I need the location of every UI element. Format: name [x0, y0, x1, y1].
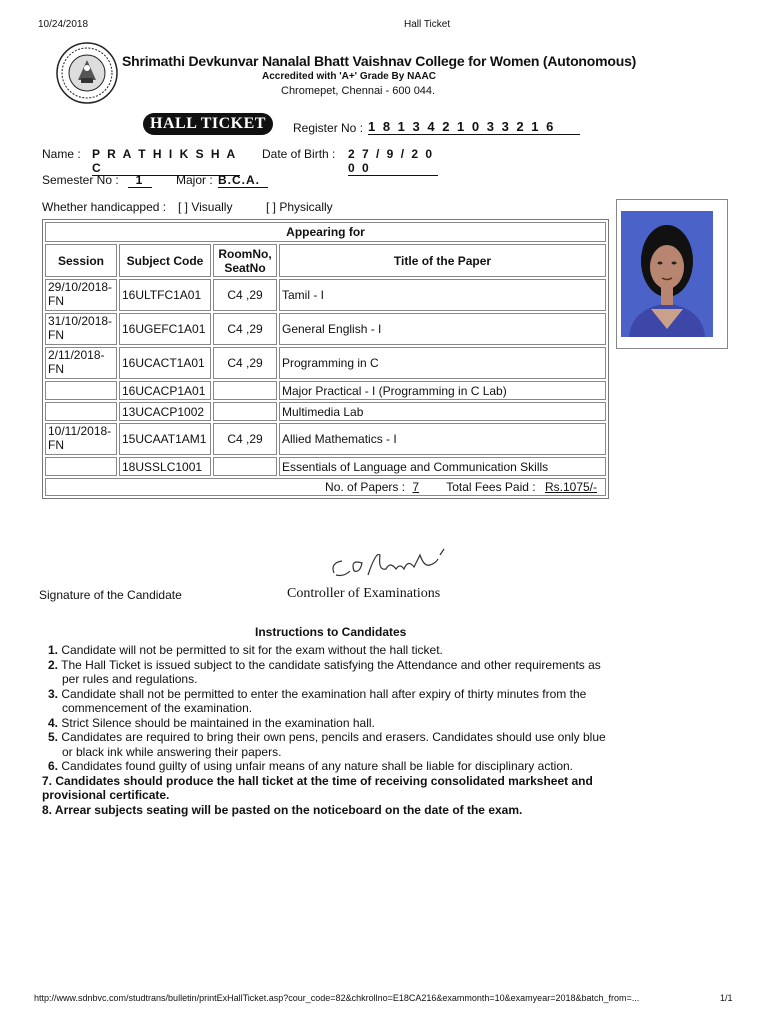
list-item: 7. Candidates should produce the hall ticket at the time of receiving consolidated marksheet and provisional certificate. [42, 773, 593, 802]
dob-label: Date of Birth : [262, 147, 336, 161]
header-session: Session [45, 244, 117, 277]
candidate-photo [621, 211, 713, 337]
major-label: Major : [176, 173, 213, 187]
row-title: Tamil - I [279, 279, 606, 311]
list-item: 4. Strict Silence should be maintained in the examination hall. [48, 715, 375, 730]
row-title: Essentials of Language and Communication Skills [279, 457, 606, 476]
list-item: 1. Candidate will not be permitted to sit for the exam without the hall ticket. [48, 643, 443, 657]
semester-number: 1 [128, 173, 152, 188]
register-number: 1 8 1 3 4 2 1 0 3 3 2 1 6 [368, 119, 580, 135]
controller-label: Controller of Examinations [287, 586, 441, 601]
table-row [45, 381, 606, 400]
row-code: 13UCACP1002 [119, 402, 211, 421]
print-date: 10/24/2018 [38, 19, 89, 30]
semester-label: Semester No : [42, 173, 119, 187]
row-code: 15UCAAT1AM1 [119, 423, 211, 455]
papers-count: 7 [412, 480, 420, 494]
table-row [45, 313, 606, 345]
accreditation: Accredited with 'A+' Grade By NAAC [262, 71, 436, 82]
totals-row [45, 478, 606, 496]
row-room: C4 ,29 [213, 313, 277, 345]
footer-url: http://www.sdnbvc.com/studtrans/bulletin/printExHallTicket.asp?cour_code=82&chkrollno=E18CA216&exammonth=10&examyear=2018&batch_from=... [34, 993, 640, 1003]
header-title: Title of the Paper [279, 244, 606, 277]
papers-label: No. of Papers : [325, 480, 406, 494]
list-item: 5. Candidates are required to bring their own pens, pencils and erasers. Candidates should use only blue or black ink while answering their papers. [48, 730, 606, 759]
row-room: C4 ,29 [213, 347, 277, 379]
row-session: 29/10/2018-FN [45, 279, 117, 311]
candidate-signature-label: Signature of the Candidate [39, 588, 182, 602]
list-item: 2. The Hall Ticket is issued subject to the candidate satisfying the Attendance and other requirements as per rules and regulations. [48, 657, 601, 686]
row-room [213, 457, 277, 476]
row-session: 2/11/2018-FN [45, 347, 117, 379]
register-label: Register No : [293, 121, 364, 135]
list-item: 8. Arrear subjects seating will be pasted on the noticeboard on the date of the exam. [42, 802, 523, 817]
table-row [45, 279, 606, 311]
controller-signature [328, 545, 453, 585]
row-code: 16UCACT1A01 [119, 347, 211, 379]
list-item: 3. Candidate shall not be permitted to enter the examination hall after expiry of thirty minutes from the commencement of the examination. [48, 686, 587, 715]
page-number: 1/1 [720, 993, 733, 1003]
row-title: Multimedia Lab [279, 402, 606, 421]
row-session [45, 457, 117, 476]
college-address: Chromepet, Chennai - 600 044. [281, 85, 436, 97]
row-title: General English - I [279, 313, 606, 345]
row-title: Major Practical - I (Programming in C Lab) [279, 381, 606, 400]
handicap-label: Whether handicapped : [42, 200, 167, 214]
table-row [45, 347, 606, 379]
row-session: 31/10/2018-FN [45, 313, 117, 345]
row-session [45, 402, 117, 421]
row-code: 16ULTFC1A01 [119, 279, 211, 311]
list-item: 6. Candidates found guilty of using unfair means of any nature shall be liable for disciplinary action. [48, 759, 573, 773]
table-caption: Appearing for [45, 222, 606, 242]
exam-schedule-table [42, 219, 609, 499]
row-title: Allied Mathematics - I [279, 423, 606, 455]
row-room [213, 402, 277, 421]
row-room: C4 ,29 [213, 423, 277, 455]
table-row [45, 402, 606, 421]
row-code: 16UGEFC1A01 [119, 313, 211, 345]
row-session [45, 381, 117, 400]
table-row [45, 457, 606, 476]
row-room [213, 381, 277, 400]
candidate-name: P R A T H I K S H A C [92, 147, 240, 176]
row-code: 16UCACP1A01 [119, 381, 211, 400]
instructions-title: Instructions to Candidates [255, 625, 407, 639]
row-session: 10/11/2018-FN [45, 423, 117, 455]
row-title: Programming in C [279, 347, 606, 379]
header-subject-code: Subject Code [119, 244, 211, 277]
hall-ticket-badge: HALL TICKET [143, 113, 273, 135]
header-room: RoomNo, SeatNo [213, 244, 277, 277]
fees-label: Total Fees Paid : [446, 480, 536, 494]
row-room: C4 ,29 [213, 279, 277, 311]
college-name: Shrimathi Devkunvar Nanalal Bhatt Vaishnav College for Women (Autonomous) [122, 53, 637, 69]
date-of-birth: 2 7 / 9 / 2 0 0 0 [348, 147, 438, 176]
instructions-list [42, 643, 608, 817]
major-value: B.C.A. [218, 173, 268, 188]
table-row [45, 423, 606, 455]
row-code: 18USSLC1001 [119, 457, 211, 476]
college-logo-icon [56, 42, 118, 104]
handicap-physically: [ ] Physically [266, 200, 333, 214]
name-label: Name : [42, 147, 81, 161]
print-title: Hall Ticket [404, 19, 451, 30]
handicap-visually: [ ] Visually [178, 200, 233, 214]
fees-paid: Rs.1075/- [544, 480, 597, 494]
